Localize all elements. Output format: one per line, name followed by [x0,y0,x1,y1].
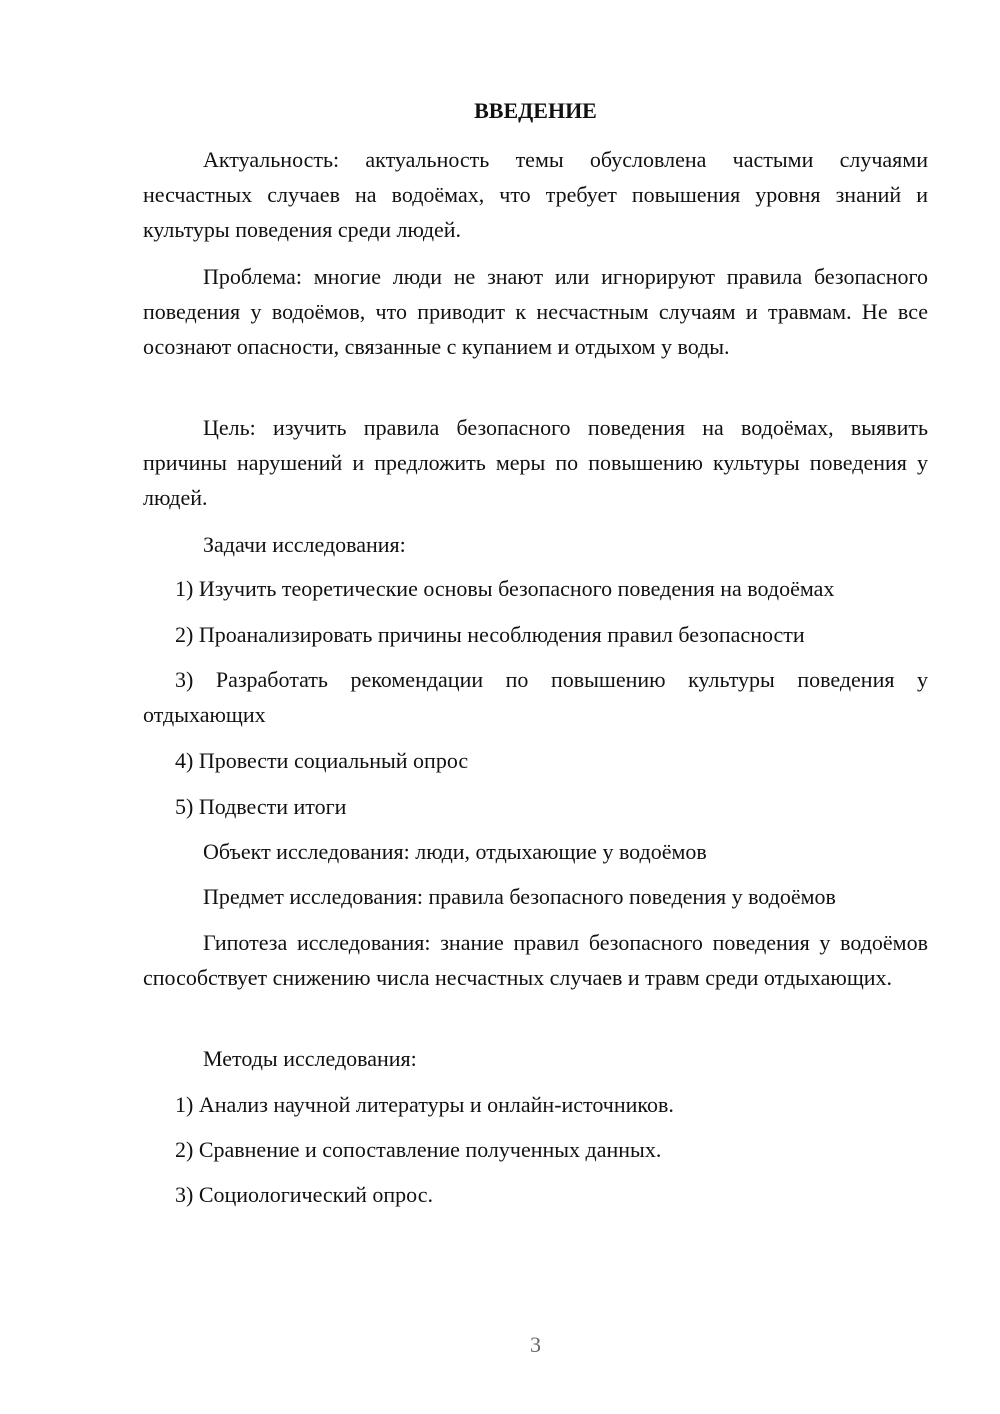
research-subject: Предмет исследования: правила безопасного поведения у водоёмов [203,884,836,909]
document-page [143,0,928,1414]
research-object: Объект исследования: люди, отдыхающие у водоёмов [203,839,707,864]
task-item: 2) Проанализировать причины несоблюдения правил безопасности [175,622,805,647]
hypothesis-paragraph: Гипотеза исследования: знание правил безопасного поведения у водоёмов способствует снижению числа несчастных случаев и травм среди отдыхающих. [143,930,928,990]
method-item: 2) Сравнение и сопоставление полученных данных. [175,1137,662,1162]
task-item: 1) Изучить теоретические основы безопасного поведения на водоёмах [175,576,835,601]
task-item: 5) Подвести итоги [175,794,347,819]
goal-paragraph: Цель: изучить правила безопасного поведения на водоёмах, выявить причины нарушений и предложить меры по повышению культуры поведения у людей. [143,415,928,510]
tasks-heading: Задачи исследования: [203,532,406,557]
problem-paragraph: Проблема: многие люди не знают или игнорируют правила безопасного поведения у водоёмов, что приводит к несчастным случаям и травмам. Не все осознают опасности, связанные с купанием и отдыхом у воды. [143,264,928,359]
page-title: ВВЕДЕНИЕ [474,98,597,123]
page-number: 3 [530,1332,541,1357]
task-item: 3) Разработать рекомендации по повышению культуры поведения у отдыхающих [143,667,928,727]
actuality-paragraph: Актуальность: актуальность темы обусловлена частыми случаями несчастных случаев на водоёмах, что требует повышения уровня знаний и культуры поведения среди людей. [143,147,928,242]
task-item: 4) Провести социальный опрос [175,748,469,773]
method-item: 1) Анализ научной литературы и онлайн-источников. [175,1092,674,1117]
methods-heading: Методы исследования: [203,1046,417,1071]
method-item: 3) Социологический опрос. [175,1182,433,1207]
